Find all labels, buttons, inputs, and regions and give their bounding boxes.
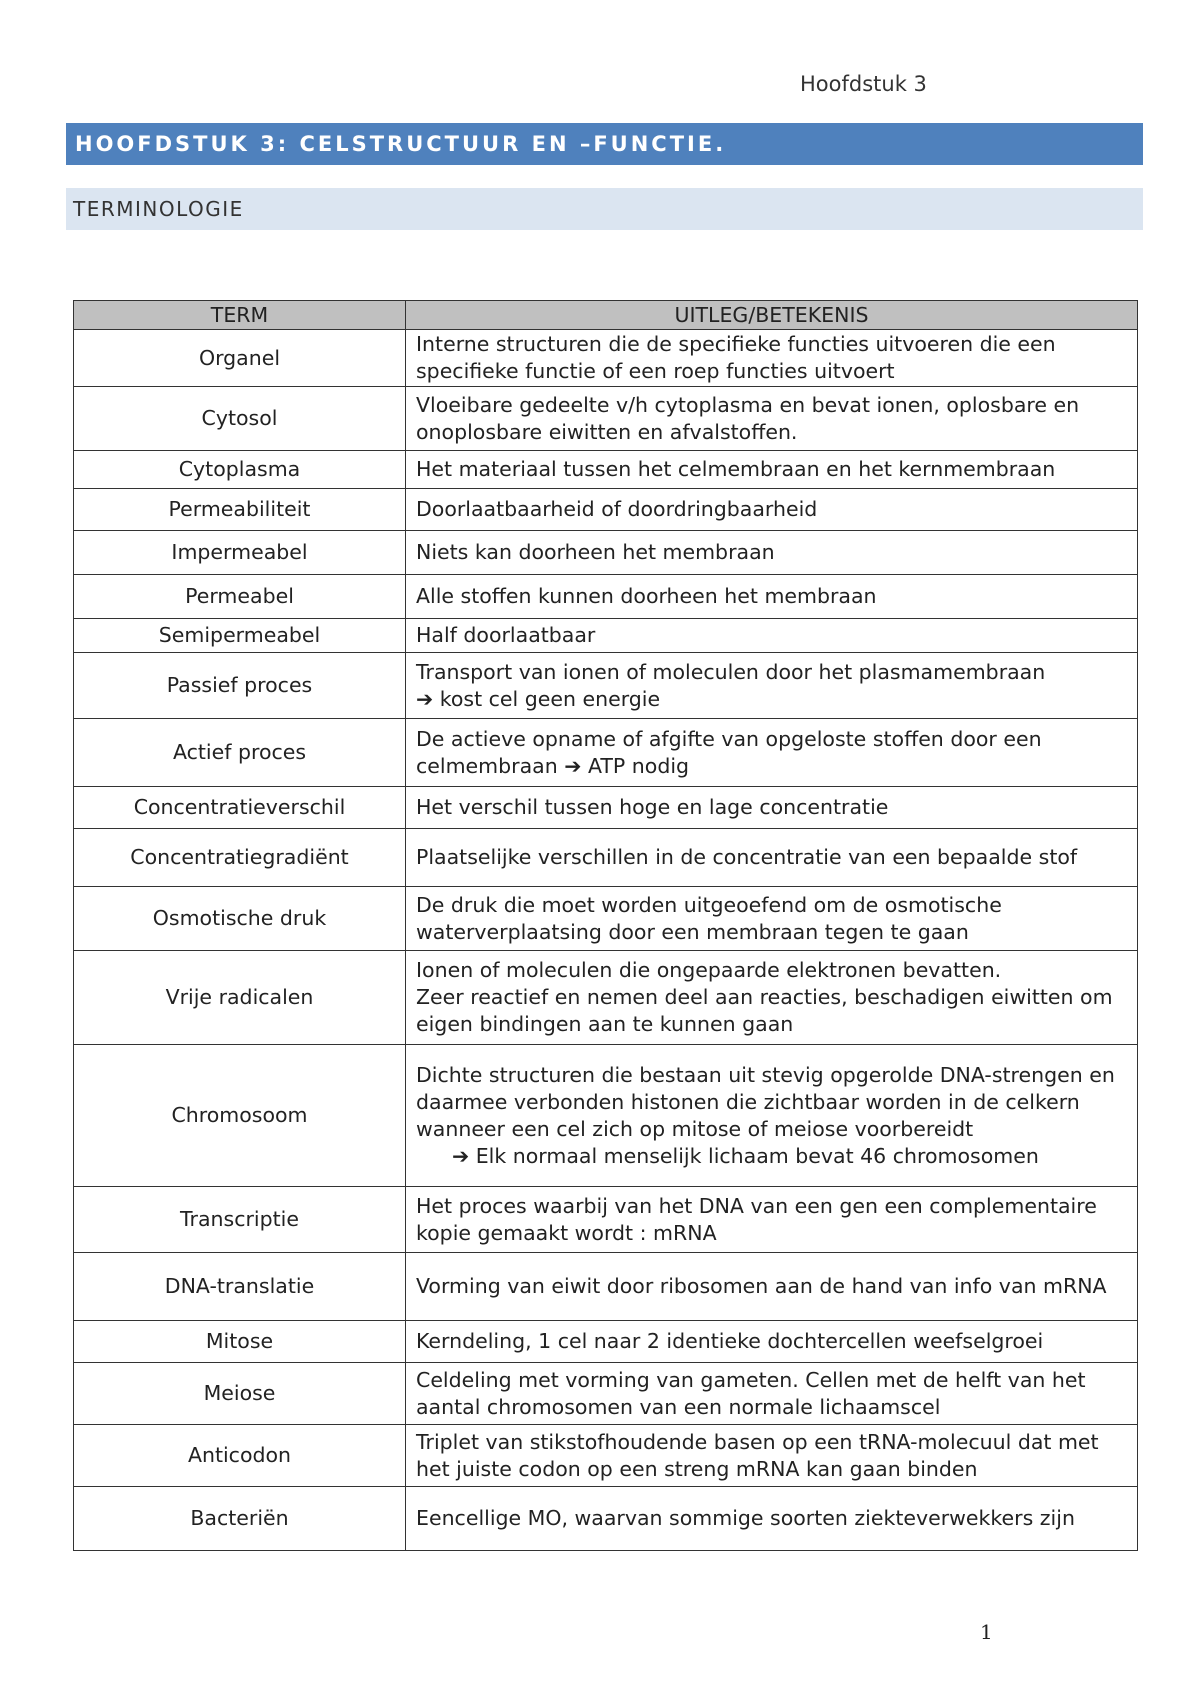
term-cell: Impermeabel bbox=[74, 531, 406, 575]
table-row bbox=[74, 787, 1138, 829]
running-header: Hoofdstuk 3 bbox=[800, 72, 927, 96]
definition-cell: Het verschil tussen hoge en lage concentratie bbox=[406, 787, 1138, 829]
definition-cell: Plaatselijke verschillen in de concentratie van een bepaalde stof bbox=[406, 829, 1138, 887]
definition-cell: Het proces waarbij van het DNA van een gen een complementaire kopie gemaakt wordt : mRNA bbox=[406, 1187, 1138, 1253]
table-row bbox=[74, 619, 1138, 653]
right-arrow-icon: ➔ bbox=[416, 686, 434, 711]
table-row bbox=[74, 1487, 1138, 1551]
definition-cell bbox=[406, 653, 1138, 719]
definition-arrow-text: kost cel geen energie bbox=[439, 686, 661, 711]
definition-cell: Half doorlaatbaar bbox=[406, 619, 1138, 653]
column-header-term: TERM bbox=[74, 301, 406, 330]
term-cell: Semipermeabel bbox=[74, 619, 406, 653]
definition-text: Dichte structuren die bestaan uit stevig opgerolde DNA-strengen en daarmee verbonden histonen die zichtbaar worden in de celkern wanneer een cel zich op mitose of meiose voorbereidt bbox=[416, 1062, 1115, 1141]
table-row bbox=[74, 1253, 1138, 1321]
chapter-title: HOOFDSTUK 3: CELSTRUCTUUR EN –FUNCTIE. bbox=[75, 132, 727, 156]
table-row bbox=[74, 719, 1138, 787]
table-row bbox=[74, 1425, 1138, 1487]
section-heading-bar bbox=[66, 188, 1143, 230]
table-header-row bbox=[74, 301, 1138, 330]
definition-bullet bbox=[416, 1143, 1127, 1170]
term-cell: Permeabiliteit bbox=[74, 489, 406, 531]
definition-cell: Vorming van eiwit door ribosomen aan de hand van info van mRNA bbox=[406, 1253, 1138, 1321]
section-title: TERMINOLOGIE bbox=[73, 197, 244, 221]
table-row bbox=[74, 1187, 1138, 1253]
page-number: 1 bbox=[980, 1620, 993, 1644]
table-row bbox=[74, 887, 1138, 951]
definition-cell: Triplet van stikstofhoudende basen op een tRNA-molecuul dat met het juiste codon op een streng mRNA kan gaan binden bbox=[406, 1425, 1138, 1487]
term-cell: Osmotische druk bbox=[74, 887, 406, 951]
definition-cell: Alle stoffen kunnen doorheen het membraan bbox=[406, 575, 1138, 619]
table-row bbox=[74, 951, 1138, 1045]
term-cell: Transcriptie bbox=[74, 1187, 406, 1253]
table-row bbox=[74, 1045, 1138, 1187]
term-cell: Concentratiegradiënt bbox=[74, 829, 406, 887]
term-cell: DNA-translatie bbox=[74, 1253, 406, 1321]
definition-cell bbox=[406, 1045, 1138, 1187]
definition-cell: De druk die moet worden uitgeoefend om de osmotische waterverplaatsing door een membraan tegen te gaan bbox=[406, 887, 1138, 951]
table-row bbox=[74, 387, 1138, 451]
definition-cell bbox=[406, 951, 1138, 1045]
term-cell: Meiose bbox=[74, 1363, 406, 1425]
term-cell: Cytoplasma bbox=[74, 451, 406, 489]
term-cell: Chromosoom bbox=[74, 1045, 406, 1187]
right-arrow-icon: ➔ bbox=[564, 753, 582, 778]
definition-text: Transport van ionen of moleculen door het plasmamembraan bbox=[416, 659, 1046, 684]
definition-text: Ionen of moleculen die ongepaarde elektronen bevatten. bbox=[416, 958, 1002, 982]
chapter-heading-bar bbox=[66, 123, 1143, 165]
definition-bullet-text: Elk normaal menselijk lichaam bevat 46 chromosomen bbox=[475, 1143, 1039, 1168]
term-cell: Anticodon bbox=[74, 1425, 406, 1487]
definition-cell bbox=[406, 719, 1138, 787]
term-cell: Concentratieverschil bbox=[74, 787, 406, 829]
term-cell: Vrije radicalen bbox=[74, 951, 406, 1045]
term-cell: Bacteriën bbox=[74, 1487, 406, 1551]
definition-cell: Het materiaal tussen het celmembraan en het kernmembraan bbox=[406, 451, 1138, 489]
table-row bbox=[74, 829, 1138, 887]
definition-cell: Eencellige MO, waarvan sommige soorten ziekteverwekkers zijn bbox=[406, 1487, 1138, 1551]
table-row bbox=[74, 489, 1138, 531]
definition-cell: Kerndeling, 1 cel naar 2 identieke dochtercellen weefselgroei bbox=[406, 1321, 1138, 1363]
table-row bbox=[74, 575, 1138, 619]
right-arrow-icon: ➔ bbox=[452, 1143, 470, 1168]
table-row bbox=[74, 330, 1138, 387]
table-row bbox=[74, 653, 1138, 719]
definition-cell: Doorlaatbaarheid of doordringbaarheid bbox=[406, 489, 1138, 531]
definition-arrow-text: ATP nodig bbox=[587, 753, 690, 778]
definition-cell: Interne structuren die de specifieke functies uitvoeren die een specifieke functie of een roep functies uitvoert bbox=[406, 330, 1138, 387]
definition-cell: Celdeling met vorming van gameten. Cellen met de helft van het aantal chromosomen van een normale lichaamscel bbox=[406, 1363, 1138, 1425]
term-cell: Organel bbox=[74, 330, 406, 387]
term-cell: Actief proces bbox=[74, 719, 406, 787]
term-cell: Passief proces bbox=[74, 653, 406, 719]
term-cell: Cytosol bbox=[74, 387, 406, 451]
table-row bbox=[74, 451, 1138, 489]
definition-text-line2: Zeer reactief en nemen deel aan reacties, beschadigen eiwitten om eigen bindingen aan te kunnen gaan bbox=[416, 985, 1113, 1036]
term-cell: Permeabel bbox=[74, 575, 406, 619]
terminology-table bbox=[73, 300, 1138, 1551]
table-row bbox=[74, 1321, 1138, 1363]
definition-cell: Vloeibare gedeelte v/h cytoplasma en bevat ionen, oplosbare en onoplosbare eiwitten en afvalstoffen. bbox=[406, 387, 1138, 451]
table-row bbox=[74, 1363, 1138, 1425]
definition-text: De actieve opname of afgifte van opgeloste stoffen door een celmembraan bbox=[416, 726, 1042, 778]
term-cell: Mitose bbox=[74, 1321, 406, 1363]
table-row bbox=[74, 531, 1138, 575]
definition-cell: Niets kan doorheen het membraan bbox=[406, 531, 1138, 575]
column-header-definition: UITLEG/BETEKENIS bbox=[406, 301, 1138, 330]
